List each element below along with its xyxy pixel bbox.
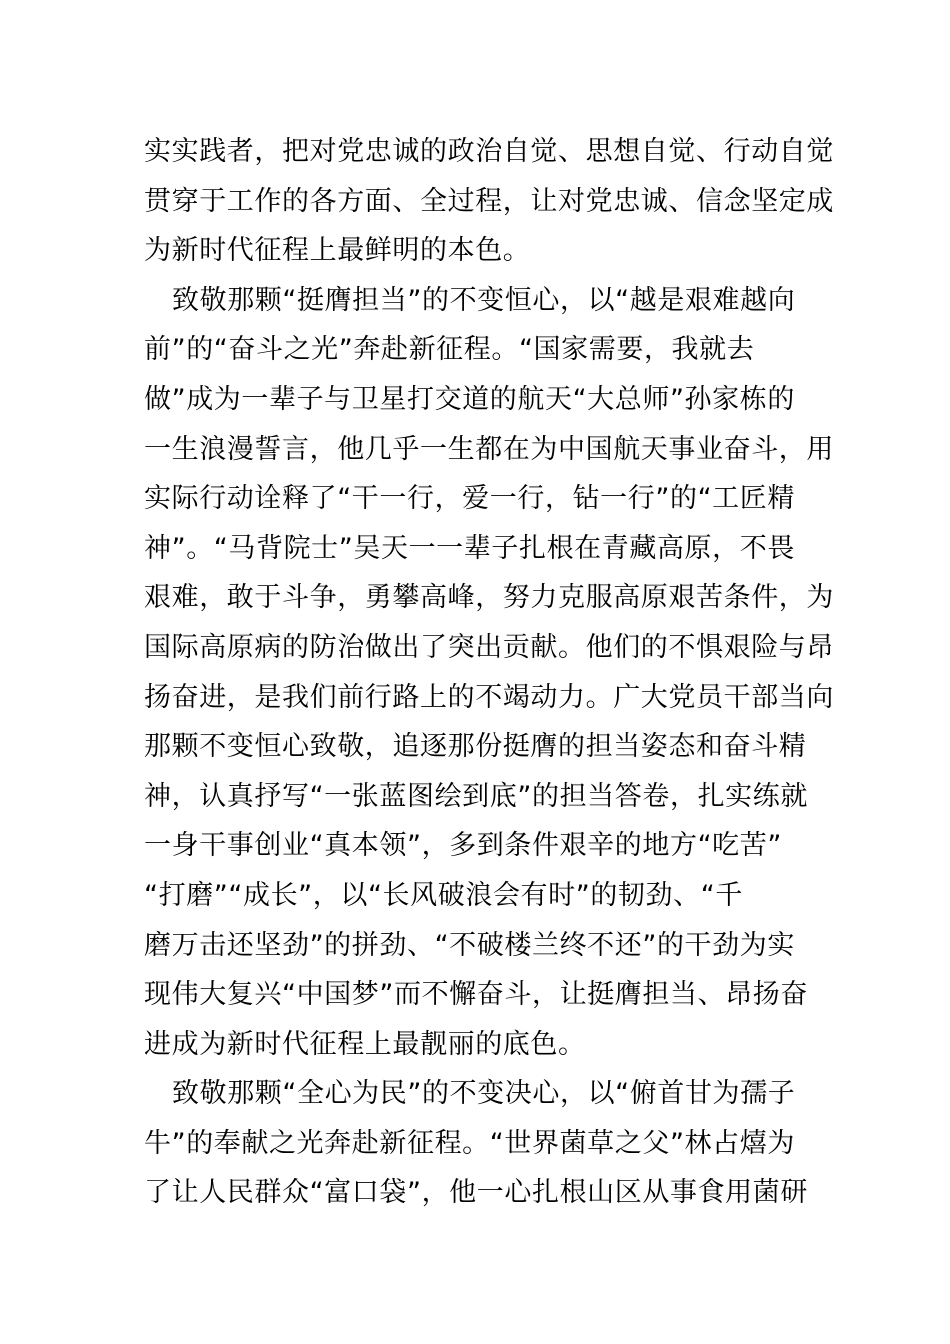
text-line: 艰难，敢于斗争，勇攀高峰，努力克服高原艰苦条件，为 — [144, 582, 834, 614]
text-line: 扬奋进，是我们前行路上的不竭动力。广大党员干部当向 — [144, 681, 834, 713]
paragraph-start-line: 致敬那颗“全心为民”的不变决心，以“俯首甘为孺子 — [172, 1078, 796, 1110]
text-line: 实际行动诠释了“干一行，爱一行，钻一行”的“工匠精 — [144, 483, 795, 515]
text-line: 为新时代征程上最鲜明的本色。 — [144, 235, 531, 267]
text-line: 做”成为一辈子与卫星打交道的航天“大总师”孙家栋的 — [144, 383, 795, 415]
text-line: 前”的“奋斗之光”奔赴新征程。“国家需要，我就去 — [144, 334, 755, 366]
text-line: 磨万击还坚劲”的拼劲、“不破楼兰终不还”的干劲为实 — [144, 929, 795, 961]
text-line: 贯穿于工作的各方面、全过程，让对党忠诚、信念坚定成 — [144, 185, 834, 217]
text-line: 了让人民群众“富口袋”，他一心扎根山区从事食用菌研 — [144, 1177, 808, 1209]
text-line: 神，认真抒写“一张蓝图绘到底”的担当答卷，扎实练就 — [144, 780, 808, 812]
paragraph-start-line: 致敬那颗“挺膺担当”的不变恒心，以“越是艰难越向 — [172, 284, 796, 316]
text-line: 神”。“马背院士”吴天一一辈子扎根在青藏高原，不畏 — [144, 532, 795, 564]
text-line: 一生浪漫誓言，他几乎一生都在为中国航天事业奋斗，用 — [144, 433, 834, 465]
text-line: 现伟大复兴“中国梦”而不懈奋斗，让挺膺担当、昂扬奋 — [144, 979, 808, 1011]
text-line: 进成为新时代征程上最靓丽的底色。 — [144, 1028, 586, 1060]
text-line: “打磨”“成长”，以“长风破浪会有时”的韧劲、“千 — [144, 879, 743, 911]
text-line: 那颗不变恒心致敬，追逐那份挺膺的担当姿态和奋斗精 — [144, 731, 807, 763]
text-line: 一身干事创业“真本领”，多到条件艰辛的地方“吃苦” — [144, 830, 782, 862]
body-text — [144, 127, 834, 1218]
text-line: 牛”的奉献之光奔赴新征程。“世界菌草之父”林占熺为 — [144, 1127, 795, 1159]
text-line: 国际高原病的防治做出了突出贡献。他们的不惧艰险与昂 — [144, 631, 834, 663]
text-line: 实实践者，把对党忠诚的政治自觉、思想自觉、行动自觉 — [144, 136, 834, 167]
